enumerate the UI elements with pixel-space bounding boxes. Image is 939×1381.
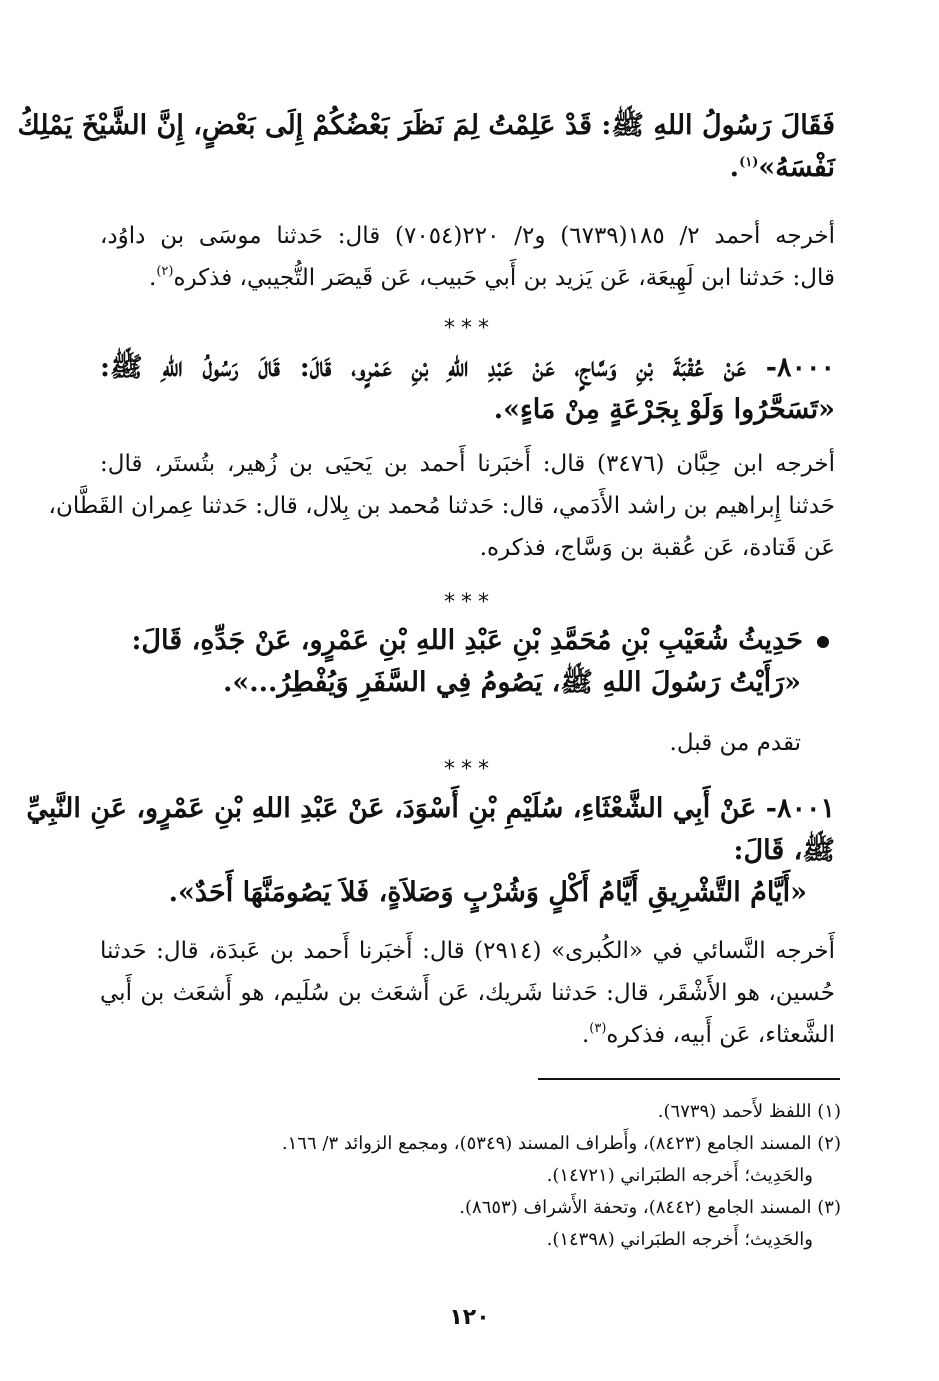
section-separator: *** [444, 757, 495, 782]
footnote-ref: (٣) [589, 1021, 607, 1036]
takhrij-line: أخرجه ابن حِبَّان (٣٤٧٦) قال: أَخبَرنا أَحمد بن يَحيَى بن زُهير، بتُستَر، قال: [100, 451, 835, 477]
takhrij-paragraph [100, 215, 835, 299]
footnote-item: والحَدِيث؛ أَخرجه الطبَراني (١٤٣٩٨). [546, 1229, 813, 1250]
footnote-item: (١) اللفظ لأَحمد (٦٧٣٩). [657, 1101, 841, 1122]
section-separator: *** [444, 590, 495, 615]
hadith-text-line: حَدِيثُ شُعَيْبِ بْنِ مُحَمَّدِ بْنِ عَبْدِ اللهِ بْنِ عَمْرٍو، عَنْ جَدِّهِ، قَالَ: [100, 620, 829, 662]
footnote-item: (٣) المسند الجامع (٨٤٤٢)، وتحفة الأَشراف (٨٦٥٣). [459, 1197, 841, 1218]
page-number: ١٢٠ [449, 1305, 490, 1330]
note-line: تقدم من قبل. [669, 730, 801, 756]
footnote-divider [538, 1078, 840, 1080]
takhrij-line: أخرجه أحمد ٢/ ١٨٥(٦٧٣٩) و٢/ ٢٢٠(٧٠٥٤) قال: حَدثنا موسَى بن داوُد، [100, 223, 836, 249]
footnote-ref: (١) [739, 155, 759, 170]
footnote-item: (٢) المسند الجامع (٨٤٢٣)، وأَطراف المسند (٥٣٤٩)، ومجمع الزوائد ٣/ ١٦٦. [281, 1133, 841, 1154]
hadith-8001 [26, 788, 835, 914]
hadith-text-line: ﷺ، قَالَ: [733, 835, 835, 866]
takhrij-8001 [100, 930, 835, 1056]
hadith-text-line: نَفْسَهُ»$^{(١)}$. [729, 152, 835, 183]
takhrij-8000 [48, 443, 835, 569]
takhrij-line: الشَّعثاء، عَن أَبيه، فذكره$^{(٣)}$. [581, 1021, 835, 1048]
hadith-text-line: «أَيَّامُ التَّشْرِيقِ أَيَّامُ أَكْلٍ وَشُرْبٍ وَصَلاَةٍ، فَلاَ يَصُومَنَّهَا أَحَدٌ». [168, 877, 807, 908]
takhrij-line: أَخرجه النَّسائي في «الكُبرى» (٢٩١٤) قال: أَخبَرنا أَحمد بن عَبدَة، قال: حَدثنا [100, 938, 835, 964]
hadith-text-line: فَقَالَ رَسُولُ اللهِ ﷺ: قَدْ عَلِمْتُ لِمَ نَظَرَ بَعْضُكُمْ إِلَى بَعْضٍ، إِنَّ الشَّيْخَ يَمْلِكُ [17, 110, 835, 141]
takhrij-line: عَن قَتادة، عَن عُقبة بن وَسَّاج، فذكره. [479, 535, 835, 561]
hadith-text-line: ٨٠٠١- عَنْ أَبِي الشَّعْثَاءِ، سُلَيْمِ بْنِ أَسْوَدَ، عَنْ عَبْدِ اللهِ بْنِ عَمْرٍو، عَنِ النَّبِيِّ [26, 793, 835, 824]
takhrij-line: حُسين، هو الأَشْقَر، قال: حَدثنا شَريك، عَن أَشعَث بن سُلَيم، هو أَشعَث بن أَبي [100, 980, 835, 1006]
footnote-ref: (٢) [156, 264, 174, 279]
footnotes [96, 1096, 841, 1256]
hadith-continuation [17, 105, 835, 189]
takhrij-line: حَدثنا إِبراهيم بن راشد الأَدَمي، قال: حَدثنا مُحمد بن بِلال، قال: حَدثنا عِمران القَطَّان، [48, 493, 835, 519]
bullet-icon [817, 636, 829, 648]
section-separator: *** [444, 316, 495, 341]
hadith-shuayb [100, 620, 829, 704]
hadith-8000 [100, 347, 835, 431]
hadith-text-line: «رَأَيْتُ رَسُولَ اللهِ ﷺ، يَصُومُ فِي السَّفَرِ وَيُفْطِرُ...». [222, 667, 801, 698]
hadith-text-line: «تَسَحَّرُوا وَلَوْ بِجَرْعَةٍ مِنْ مَاءٍ». [493, 394, 835, 425]
hadith-text-line: ٨٠٠٠- عَنْ عُقْبَةَ بْنِ وَسَّاجٍ، عَنْ عَبْدِ اللهِ بْنِ عَمْرٍو، قَالَ: قَالَ رَسُولُ اللهِ ﷺ: [100, 352, 835, 383]
takhrij-line: قال: حَدثنا ابن لَهِيعَة، عَن يَزيد بن أَبي حَبيب، عَن قَيصَر التُّجيبي، فذكره$^{(٢)}$. [149, 264, 835, 291]
footnote-item: والحَدِيث؛ أَخرجه الطبَراني (١٤٧٢١). [546, 1165, 813, 1186]
